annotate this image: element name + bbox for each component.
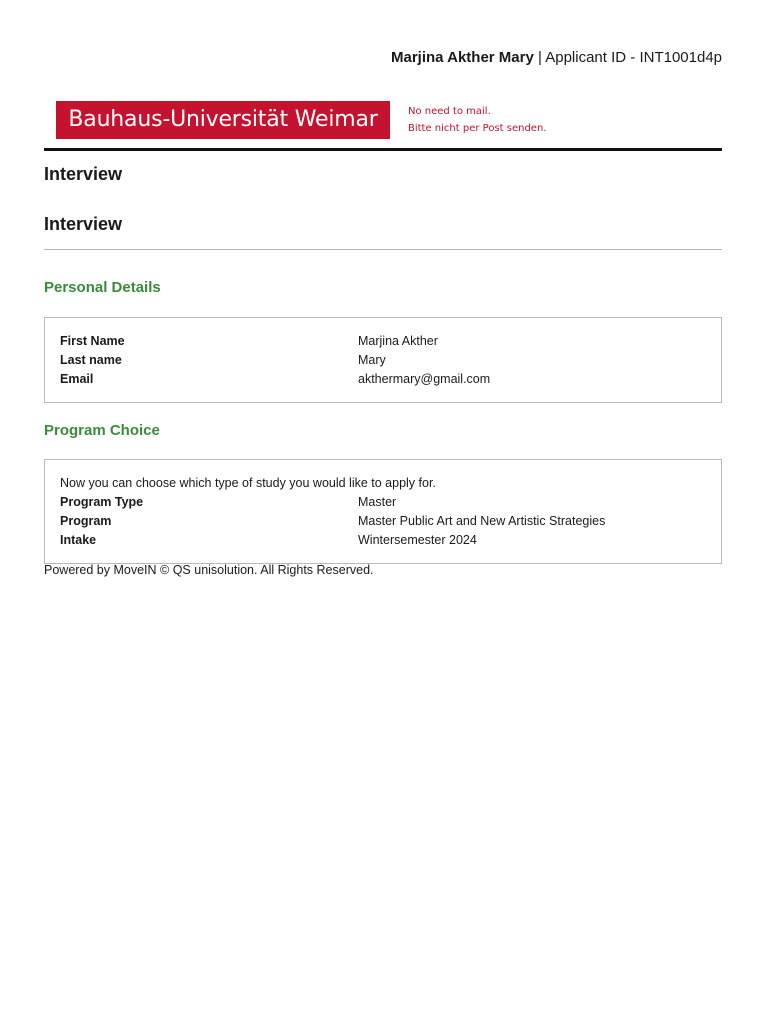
personal-details-title: Personal Details [44,279,161,296]
detail-label: Program Type [60,495,144,509]
mail-note-en: No need to mail. [408,106,491,117]
section-heading: Interview [44,214,123,234]
detail-value: akthermary@gmail.com [358,372,491,386]
section-divider [44,249,722,250]
applicant-name: Marjina Akther Mary [390,49,534,66]
detail-row-program-type [60,493,700,512]
footer-text: Powered by MoveIN © QS unisolution. All Rights Reserved. [44,563,374,577]
personal-details-box [44,317,722,403]
program-choice-box [44,459,722,564]
detail-value: Wintersemester 2024 [358,533,477,547]
detail-label: Email [60,372,94,386]
detail-row-intake [60,531,700,550]
mail-note-de: Bitte nicht per Post senden. [408,123,547,134]
program-choice-rows [60,474,700,550]
detail-label: Intake [60,533,97,547]
mail-note [408,103,546,137]
header-separator: | [537,49,542,66]
page-title: Interview [44,164,123,184]
detail-row-last-name [60,351,700,370]
applicant-id: Applicant ID - INT1001d4p [545,49,722,66]
detail-value: Master Public Art and New Artistic Strategies [358,514,606,528]
detail-value: Marjina Akther [358,334,438,348]
detail-row-first-name [60,332,700,351]
detail-row-program [60,512,700,531]
detail-value: Master [358,495,397,509]
applicant-header [391,48,722,68]
brand-row [56,101,722,139]
program-choice-intro: Now you can choose which type of study you would like to apply for. [60,476,436,490]
detail-value: Mary [358,353,386,367]
detail-label: Last name [60,353,122,367]
personal-details-rows [60,332,700,389]
detail-label: Program [60,514,112,528]
university-logo: Bauhaus-Universität Weimar [56,101,390,139]
program-choice-title: Program Choice [44,422,160,439]
header-divider [44,148,722,151]
detail-row-email [60,370,700,389]
detail-label: First Name [60,334,125,348]
